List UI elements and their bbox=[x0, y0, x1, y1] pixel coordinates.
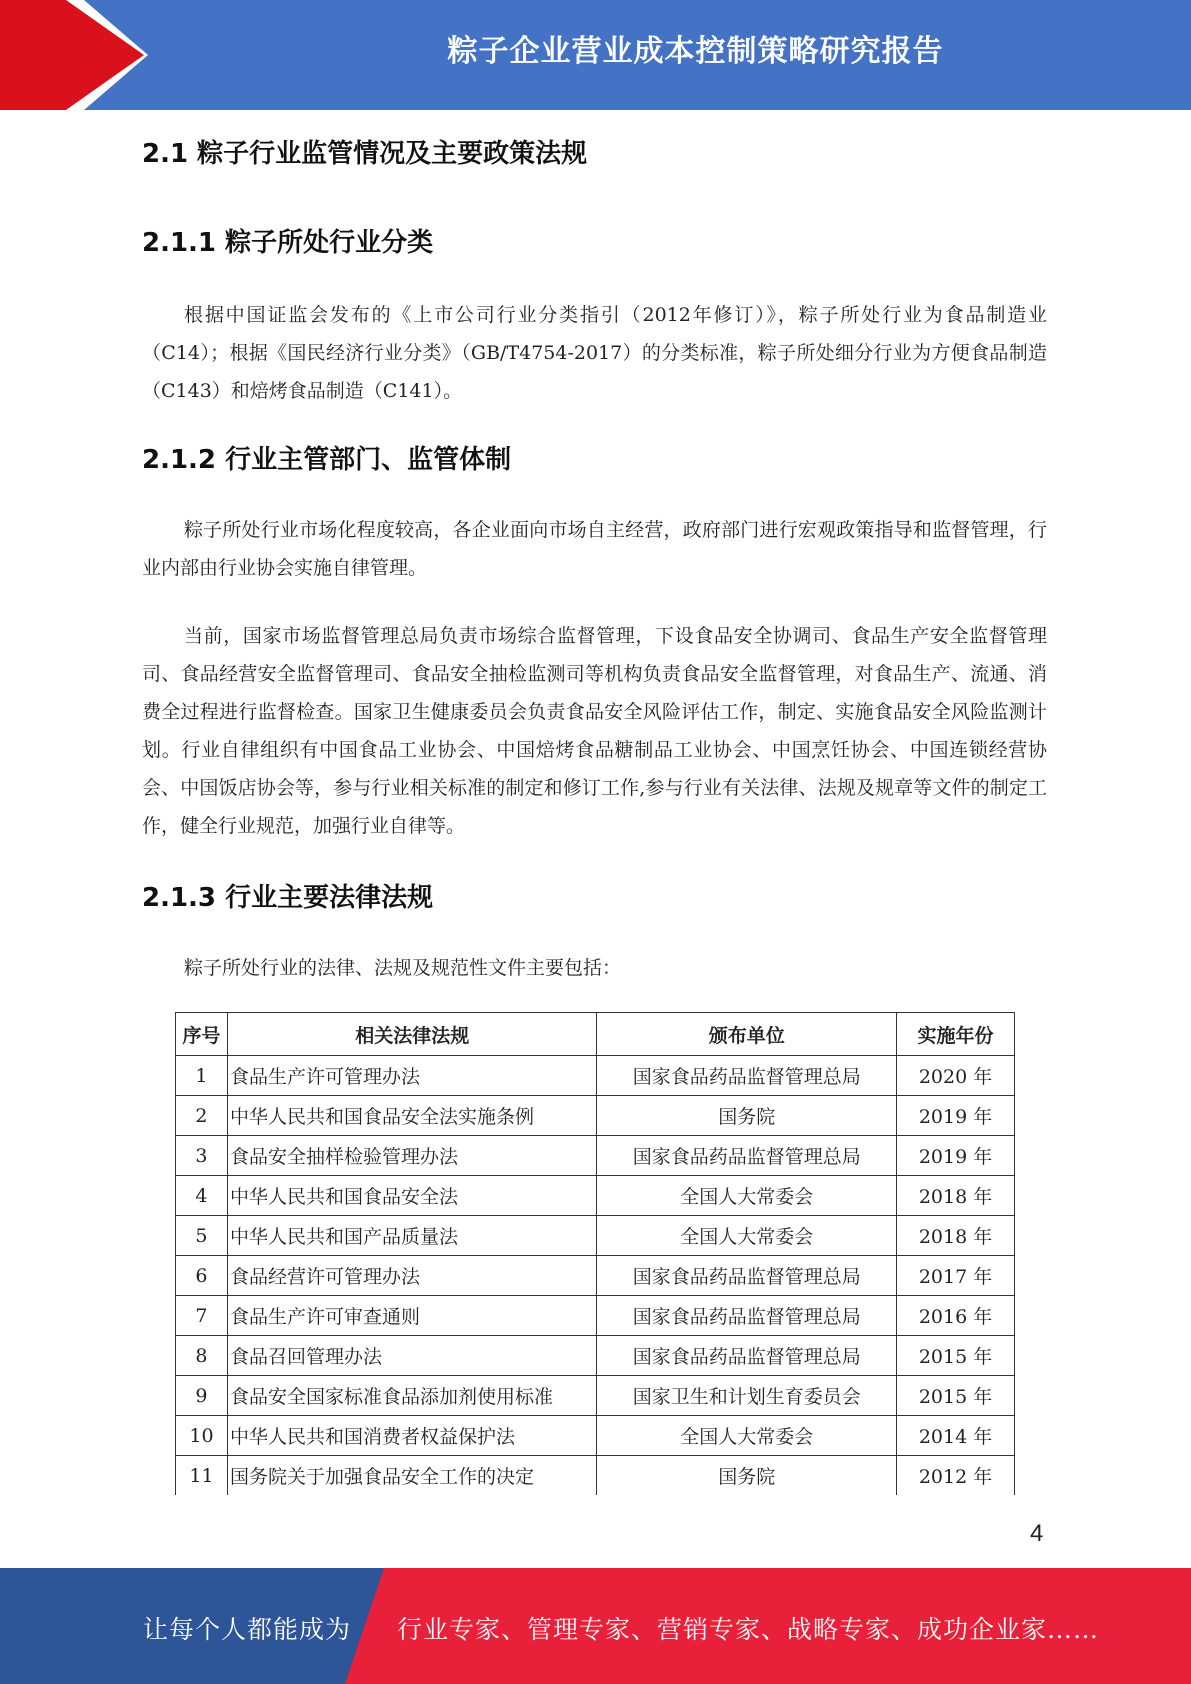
footer-slogan-left: 让每个人都能成为 bbox=[143, 1615, 352, 1644]
cell-law: 食品经营许可管理办法 bbox=[227, 1256, 597, 1296]
cell-law: 食品生产许可审查通则 bbox=[227, 1296, 597, 1336]
cell-law: 中华人民共和国食品安全法 bbox=[227, 1176, 597, 1216]
cell-law: 中华人民共和国消费者权益保护法 bbox=[227, 1416, 597, 1456]
section-heading-2-1-3: 2.1.3 行业主要法律法规 bbox=[142, 883, 434, 913]
table-row bbox=[176, 1096, 1015, 1136]
section-heading-2-1: 2.1 粽子行业监管情况及主要政策法规 bbox=[142, 139, 588, 169]
cell-law: 中华人民共和国产品质量法 bbox=[227, 1216, 597, 1256]
cell-year: 2016 年 bbox=[897, 1296, 1015, 1336]
cell-year: 2014 年 bbox=[897, 1416, 1015, 1456]
table-row bbox=[176, 1416, 1015, 1456]
cell-law: 食品安全国家标准食品添加剂使用标准 bbox=[227, 1376, 597, 1416]
cell-year: 2015 年 bbox=[897, 1336, 1015, 1376]
cell-index: 11 bbox=[176, 1456, 228, 1496]
cell-year: 2020 年 bbox=[897, 1056, 1015, 1096]
cell-index: 10 bbox=[176, 1416, 228, 1456]
header-title: 粽子企业营业成本控制策略研究报告 bbox=[447, 34, 944, 69]
header-law: 相关法律法规 bbox=[227, 1013, 597, 1056]
cell-index: 9 bbox=[176, 1376, 228, 1416]
cell-index: 8 bbox=[176, 1336, 228, 1376]
cell-issuer: 国家食品药品监督管理总局 bbox=[597, 1256, 897, 1296]
table-row bbox=[176, 1456, 1015, 1496]
cell-index: 1 bbox=[176, 1056, 228, 1096]
cell-year: 2018 年 bbox=[897, 1176, 1015, 1216]
cell-index: 6 bbox=[176, 1256, 228, 1296]
cell-law: 国务院关于加强食品安全工作的决定 bbox=[227, 1456, 597, 1496]
cell-law: 食品生产许可管理办法 bbox=[227, 1056, 597, 1096]
cell-index: 4 bbox=[176, 1176, 228, 1216]
cell-issuer: 全国人大常委会 bbox=[597, 1176, 897, 1216]
cell-year: 2015 年 bbox=[897, 1376, 1015, 1416]
table-row bbox=[176, 1336, 1015, 1376]
cell-issuer: 国家食品药品监督管理总局 bbox=[597, 1136, 897, 1176]
cell-index: 5 bbox=[176, 1216, 228, 1256]
table-row bbox=[176, 1136, 1015, 1176]
table-row bbox=[176, 1256, 1015, 1296]
cell-law: 食品召回管理办法 bbox=[227, 1336, 597, 1376]
cell-year: 2019 年 bbox=[897, 1136, 1015, 1176]
section-heading-2-1-1: 2.1.1 粽子所处行业分类 bbox=[142, 228, 434, 258]
cell-issuer: 国务院 bbox=[597, 1096, 897, 1136]
cell-issuer: 全国人大常委会 bbox=[597, 1216, 897, 1256]
cell-issuer: 国务院 bbox=[597, 1456, 897, 1496]
table-row bbox=[176, 1056, 1015, 1096]
header-year: 实施年份 bbox=[897, 1013, 1015, 1056]
page-header bbox=[0, 0, 1191, 110]
cell-issuer: 全国人大常委会 bbox=[597, 1416, 897, 1456]
header-issuer: 颁布单位 bbox=[597, 1013, 897, 1056]
cell-index: 2 bbox=[176, 1096, 228, 1136]
laws-table bbox=[175, 1012, 1015, 1495]
cell-year: 2012 年 bbox=[897, 1456, 1015, 1496]
table-row bbox=[176, 1216, 1015, 1256]
cell-year: 2019 年 bbox=[897, 1096, 1015, 1136]
cell-index: 3 bbox=[176, 1136, 228, 1176]
page-footer bbox=[0, 1568, 1191, 1684]
section-heading-2-1-2: 2.1.2 行业主管部门、监管体制 bbox=[142, 445, 512, 475]
table-row bbox=[176, 1176, 1015, 1216]
table-header-row bbox=[176, 1013, 1015, 1056]
paragraph-regulatory-departments: 当前，国家市场监督管理总局负责市场综合监督管理，下设食品安全协调司、食品生产安全监督管理司、食品经营安全监督管理司、食品安全抽检监测司等机构负责食品安全监督管理，对食品生产、流通、消费全过程进行监督检查。国家卫生健康委员会负责食品安全风险评估工作，制定、实施食品安全风险监测计划。行业自律组织有中国食品工业协会、中国焙烤食品糖制品工业协会、中国烹饪协会、中国连锁经营协会、中国饭店协会等，参与行业相关标准的制定和修订工作,参与行业有关法律、法规及规章等文件的制定工作，健全行业规范，加强行业自律等。 bbox=[142, 625, 1047, 837]
cell-law: 食品安全抽样检验管理办法 bbox=[227, 1136, 597, 1176]
paragraph-laws-intro: 粽子所处行业的法律、法规及规范性文件主要包括： bbox=[184, 957, 622, 979]
cell-year: 2018 年 bbox=[897, 1216, 1015, 1256]
paragraph-regulatory-system: 粽子所处行业市场化程度较高，各企业面向市场自主经营，政府部门进行宏观政策指导和监督管理，行业内部由行业协会实施自律管理。 bbox=[142, 519, 1047, 579]
table-row bbox=[176, 1376, 1015, 1416]
footer-slogan-right: 行业专家、管理专家、营销专家、战略专家、成功企业家…… bbox=[397, 1615, 1100, 1644]
cell-issuer: 国家卫生和计划生育委员会 bbox=[597, 1376, 897, 1416]
cell-issuer: 国家食品药品监督管理总局 bbox=[597, 1296, 897, 1336]
paragraph-industry-classification: 根据中国证监会发布的《上市公司行业分类指引（2012年修订）》，粽子所处行业为食品制造业（C14）；根据《国民经济行业分类》（GB/T4754-2017）的分类标准，粽子所处细分行业为方便食品制造（C143）和焙烤食品制造（C141）。 bbox=[142, 304, 1047, 402]
cell-index: 7 bbox=[176, 1296, 228, 1336]
header-index: 序号 bbox=[176, 1013, 228, 1056]
table-row bbox=[176, 1296, 1015, 1336]
cell-law: 中华人民共和国食品安全法实施条例 bbox=[227, 1096, 597, 1136]
page-number: 4 bbox=[1030, 1520, 1044, 1547]
cell-year: 2017 年 bbox=[897, 1256, 1015, 1296]
cell-issuer: 国家食品药品监督管理总局 bbox=[597, 1056, 897, 1096]
cell-issuer: 国家食品药品监督管理总局 bbox=[597, 1336, 897, 1376]
